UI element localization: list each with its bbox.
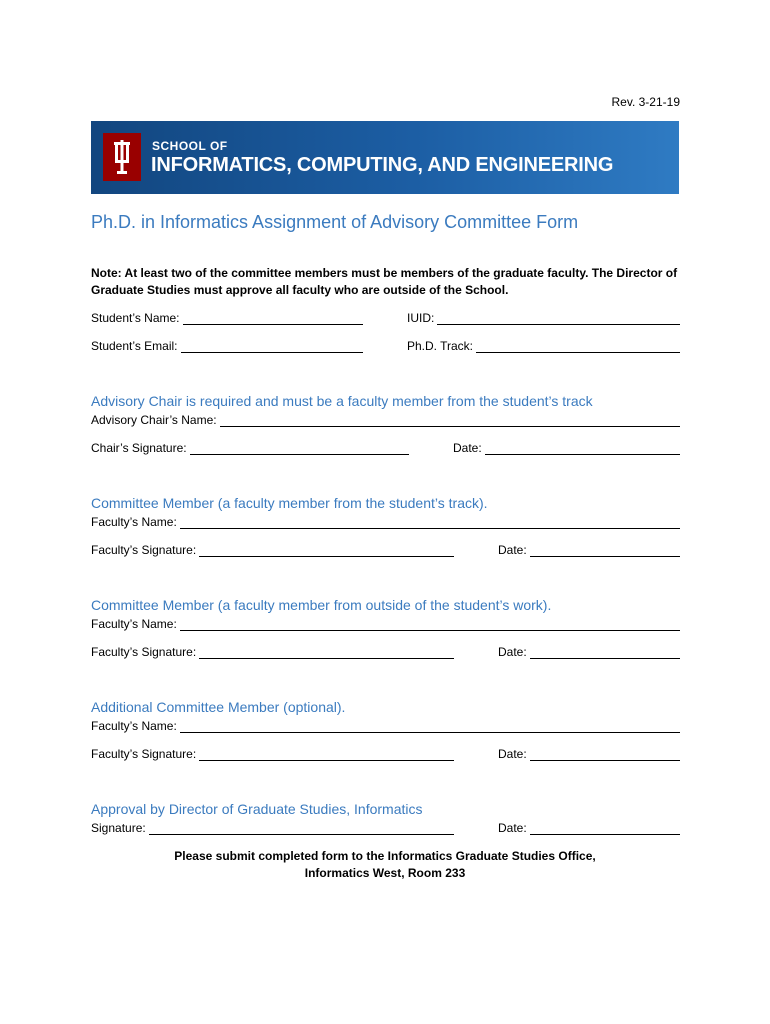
phd-track-field[interactable]	[407, 339, 680, 353]
member3-name-line[interactable]	[180, 720, 680, 733]
member2-name-row	[91, 617, 680, 633]
member3-name-row	[91, 719, 680, 735]
phd-track-line[interactable]	[476, 340, 680, 353]
chair-date-line[interactable]	[485, 442, 680, 455]
member2-date-field[interactable]	[498, 645, 680, 659]
member2-signature-field[interactable]	[91, 645, 454, 659]
iuid-label: IUID:	[407, 311, 435, 325]
member2-name-field[interactable]	[91, 617, 680, 631]
approval-date-label: Date:	[498, 821, 527, 835]
approval-signature-field[interactable]	[91, 821, 454, 835]
member1-date-label: Date:	[498, 543, 527, 557]
approval-date-field[interactable]	[498, 821, 680, 835]
chair-date-field[interactable]	[453, 441, 680, 455]
member3-name-field[interactable]	[91, 719, 680, 733]
member3-date-line[interactable]	[530, 748, 680, 761]
student-row-2	[91, 339, 680, 355]
chair-name-row	[91, 413, 680, 429]
school-of-text: SCHOOL OF	[152, 139, 228, 153]
chair-signature-label: Chair’s Signature:	[91, 441, 187, 455]
approval-signature-label: Signature:	[91, 821, 146, 835]
member1-name-label: Faculty’s Name:	[91, 515, 177, 529]
student-name-label: Student’s Name:	[91, 311, 180, 325]
member2-date-label: Date:	[498, 645, 527, 659]
member1-signature-line[interactable]	[199, 544, 454, 557]
member3-date-field[interactable]	[498, 747, 680, 761]
member2-name-line[interactable]	[180, 618, 680, 631]
iu-trident-logo-icon	[103, 133, 141, 181]
student-name-line[interactable]	[183, 312, 364, 325]
committee-member-track-heading: Committee Member (a faculty member from the student’s track).	[91, 495, 488, 511]
member1-date-line[interactable]	[530, 544, 680, 557]
member1-signature-field[interactable]	[91, 543, 454, 557]
chair-signature-row	[91, 441, 680, 457]
school-banner	[91, 121, 679, 194]
member1-name-line[interactable]	[180, 516, 680, 529]
member3-signature-field[interactable]	[91, 747, 454, 761]
phd-track-label: Ph.D. Track:	[407, 339, 474, 353]
student-email-line[interactable]	[181, 340, 364, 353]
submission-instructions	[91, 848, 679, 882]
iuid-field[interactable]	[407, 311, 680, 325]
iuid-line[interactable]	[437, 312, 680, 325]
committee-note: Note: At least two of the committee members must be members of the graduate faculty. The Director of Graduate Studies must approve all faculty who are outside of the School.	[91, 266, 678, 297]
chair-name-line[interactable]	[220, 414, 680, 427]
chair-name-field[interactable]	[91, 413, 680, 427]
student-email-label: Student’s Email:	[91, 339, 178, 353]
chair-name-label: Advisory Chair’s Name:	[91, 413, 217, 427]
member3-date-label: Date:	[498, 747, 527, 761]
approval-row	[91, 821, 680, 837]
committee-member-outside-heading: Committee Member (a faculty member from outside of the student’s work).	[91, 597, 552, 613]
member2-signature-row	[91, 645, 680, 661]
chair-date-label: Date:	[453, 441, 482, 455]
member3-signature-row	[91, 747, 680, 763]
approval-signature-line[interactable]	[149, 822, 454, 835]
chair-signature-field[interactable]	[91, 441, 409, 455]
member1-signature-label: Faculty’s Signature:	[91, 543, 197, 557]
submission-line-1: Please submit completed form to the Informatics Graduate Studies Office,	[174, 849, 596, 863]
member3-signature-line[interactable]	[199, 748, 454, 761]
advisory-chair-heading: Advisory Chair is required and must be a faculty member from the student’s track	[91, 393, 593, 409]
approval-date-line[interactable]	[530, 822, 680, 835]
member2-signature-label: Faculty’s Signature:	[91, 645, 197, 659]
member1-signature-row	[91, 543, 680, 559]
form-title: Ph.D. in Informatics Assignment of Advisory Committee Form	[91, 212, 579, 232]
member2-name-label: Faculty’s Name:	[91, 617, 177, 631]
student-row-1	[91, 311, 680, 327]
chair-signature-line[interactable]	[190, 442, 409, 455]
submission-line-2: Informatics West, Room 233	[304, 866, 466, 880]
member2-date-line[interactable]	[530, 646, 680, 659]
additional-member-heading: Additional Committee Member (optional).	[91, 699, 346, 715]
approval-heading: Approval by Director of Graduate Studies, Informatics	[91, 801, 423, 817]
member1-name-row	[91, 515, 680, 531]
student-name-field[interactable]	[91, 311, 363, 325]
member3-name-label: Faculty’s Name:	[91, 719, 177, 733]
school-name-text: INFORMATICS, COMPUTING, AND ENGINEERING	[151, 154, 614, 176]
member1-date-field[interactable]	[498, 543, 680, 557]
student-email-field[interactable]	[91, 339, 363, 353]
member3-signature-label: Faculty’s Signature:	[91, 747, 197, 761]
member1-name-field[interactable]	[91, 515, 680, 529]
revision-label: Rev. 3-21-19	[611, 95, 680, 109]
member2-signature-line[interactable]	[199, 646, 454, 659]
